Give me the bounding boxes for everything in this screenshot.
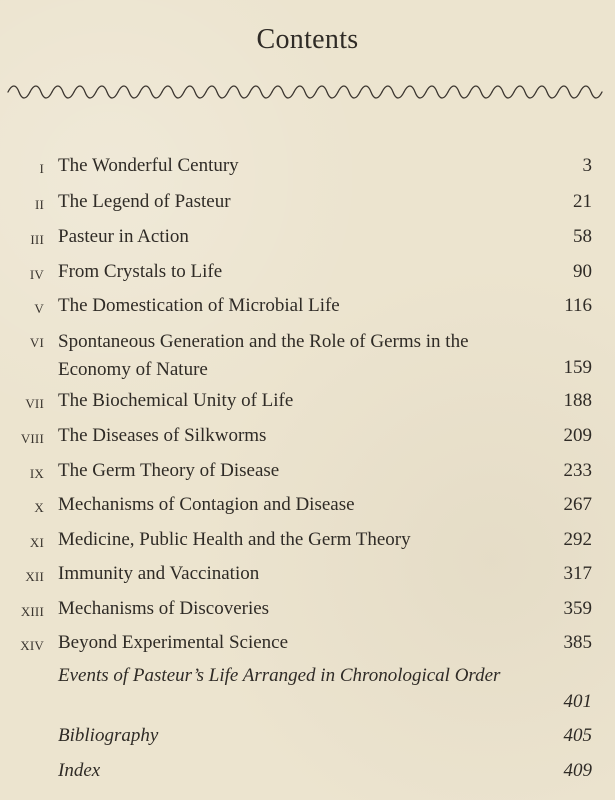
chapter-title: Events of Pasteur’s Life Arranged in Chronological Order xyxy=(58,665,501,686)
chapter-number: III xyxy=(30,232,44,247)
chapter-title: Medicine, Public Health and the Germ Theory xyxy=(58,529,411,550)
chapter-number: VIII xyxy=(20,431,44,446)
chapter-title: The Domestication of Microbial Life xyxy=(58,295,340,316)
chapter-number: II xyxy=(34,197,44,212)
page-number: 209 xyxy=(563,425,592,446)
chapter-title: Pasteur in Action xyxy=(58,226,189,247)
chapter-number: VI xyxy=(29,335,44,350)
chapter-title: Mechanisms of Contagion and Disease xyxy=(58,494,355,515)
page-number: 21 xyxy=(573,191,592,212)
page-number: 401 xyxy=(563,691,592,712)
page-number: 58 xyxy=(573,226,592,247)
chapter-title: Mechanisms of Discoveries xyxy=(58,598,270,619)
chapter-title: The Germ Theory of Disease xyxy=(58,460,280,481)
decorative-rule xyxy=(7,82,606,100)
chapter-number: VII xyxy=(25,396,44,411)
page-number: 409 xyxy=(563,760,592,781)
page-number: 385 xyxy=(563,632,592,653)
chapter-title: The Biochemical Unity of Life xyxy=(58,390,294,411)
chapter-number: XI xyxy=(29,535,44,550)
page-number: 292 xyxy=(563,529,592,550)
chapter-title: Bibliography xyxy=(58,725,159,746)
chapter-title: Index xyxy=(58,760,101,781)
chapter-number: XII xyxy=(25,569,44,584)
page-number: 317 xyxy=(563,563,592,584)
chapter-title: From Crystals to Life xyxy=(58,261,223,282)
chapter-number: I xyxy=(39,161,44,176)
chapter-number: IV xyxy=(29,267,44,282)
page-title: Contents xyxy=(256,24,359,55)
page-number: 233 xyxy=(563,460,592,481)
page-number: 116 xyxy=(564,295,592,316)
chapter-title: The Wonderful Century xyxy=(58,155,239,176)
chapter-title: The Legend of Pasteur xyxy=(58,191,231,212)
page-number: 405 xyxy=(563,725,592,746)
page-number: 159 xyxy=(563,357,592,378)
chapter-number: IX xyxy=(29,466,44,481)
chapter-number: X xyxy=(34,500,44,515)
chapter-number: XIII xyxy=(20,604,44,619)
page-number: 188 xyxy=(563,390,592,411)
chapter-number: XIV xyxy=(20,638,44,653)
chapter-title: Spontaneous Generation and the Role of Germs in the Economy of Nature xyxy=(58,331,469,380)
chapter-title: Immunity and Vaccination xyxy=(58,563,260,584)
chapter-title: Beyond Experimental Science xyxy=(58,632,289,653)
chapter-title: The Diseases of Silkworms xyxy=(58,425,267,446)
chapter-number: V xyxy=(34,301,44,316)
page-number: 90 xyxy=(573,261,592,282)
page-number: 267 xyxy=(563,494,592,515)
page-number: 3 xyxy=(582,155,592,176)
page-number: 359 xyxy=(563,598,592,619)
